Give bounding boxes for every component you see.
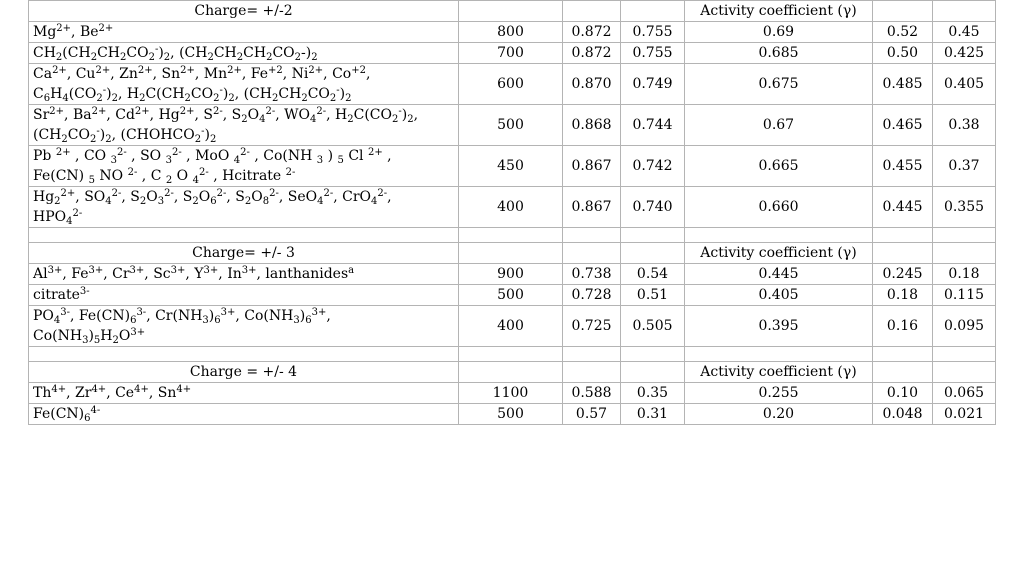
ion-list: $CH_2(CH_2CH_2CO_2^-)_2$, $(CH_2CH_2CH_2CO_2-)_2$ <box>29 43 459 64</box>
ion-list: $Ca^{2+}$, $Cu^{2+}$, $Zn^{2+}$, $Sn^{2+}$, $Mn^{2+}$, $Fe^{+2}$, $Ni^{2+}$, $Co^{+2}$, $C_6H_4(CO_2^-)_2$, $H_2C(CH_2CO_2^-)_2$, $(CH_2CH_2CO_2^-)_2$ <box>29 64 459 105</box>
value-cell: 700 <box>459 43 563 64</box>
spacer-cell <box>29 347 459 362</box>
value-cell: 0.755 <box>621 43 685 64</box>
value-cell: 0.867 <box>563 146 621 187</box>
ion-list: $Mg^{2+}$, $Be^{2+}$ <box>29 22 459 43</box>
table-row <box>29 264 996 285</box>
spacer-cell <box>563 347 621 362</box>
value-cell: 1100 <box>459 383 563 404</box>
spacer-cell <box>873 228 933 243</box>
table-body <box>29 1 996 425</box>
empty-cell <box>459 362 563 383</box>
value-cell: 0.18 <box>933 264 996 285</box>
spacer-cell <box>933 347 996 362</box>
value-cell: 500 <box>459 105 563 146</box>
activity-coefficient-header: Activity coefficient (γ) <box>685 1 873 22</box>
charge-label: Charge= +/-2 <box>29 1 459 22</box>
spacer-row <box>29 347 996 362</box>
spacer-cell <box>873 347 933 362</box>
charge-label: Charge = +/- 4 <box>29 362 459 383</box>
value-cell: 0.872 <box>563 22 621 43</box>
value-cell: 0.870 <box>563 64 621 105</box>
empty-cell <box>563 243 621 264</box>
value-cell: 0.16 <box>873 306 933 347</box>
value-cell: 0.38 <box>933 105 996 146</box>
value-cell: 0.51 <box>621 285 685 306</box>
empty-cell <box>563 362 621 383</box>
empty-cell <box>933 362 996 383</box>
value-cell: 0.355 <box>933 187 996 228</box>
value-cell: 0.740 <box>621 187 685 228</box>
value-cell: 0.588 <box>563 383 621 404</box>
empty-cell <box>459 243 563 264</box>
value-cell: 400 <box>459 187 563 228</box>
empty-cell <box>563 1 621 22</box>
spacer-cell <box>29 228 459 243</box>
value-cell: 0.048 <box>873 404 933 425</box>
ion-list: $Fe(CN)_6^{4-}$ <box>29 404 459 425</box>
charge-header-row <box>29 243 996 264</box>
spacer-cell <box>685 347 873 362</box>
value-cell: 0.505 <box>621 306 685 347</box>
table-row <box>29 383 996 404</box>
value-cell: 800 <box>459 22 563 43</box>
value-cell: 0.18 <box>873 285 933 306</box>
charge-header-row <box>29 1 996 22</box>
value-cell: 0.45 <box>933 22 996 43</box>
empty-cell <box>873 243 933 264</box>
ion-list: $Th^{4+}$, $Zr^{4+}$, $Ce^{4+}$, $Sn^{4+}$ <box>29 383 459 404</box>
spacer-cell <box>621 228 685 243</box>
activity-coefficient-header: Activity coefficient (γ) <box>685 243 873 264</box>
value-cell: 0.465 <box>873 105 933 146</box>
spacer-cell <box>621 347 685 362</box>
value-cell: 600 <box>459 64 563 105</box>
empty-cell <box>621 243 685 264</box>
value-cell: 0.095 <box>933 306 996 347</box>
empty-cell <box>933 243 996 264</box>
value-cell: 0.868 <box>563 105 621 146</box>
value-cell: 0.485 <box>873 64 933 105</box>
value-cell: 0.395 <box>685 306 873 347</box>
ion-list: citrate$^{3-}$ <box>29 285 459 306</box>
empty-cell <box>873 1 933 22</box>
table-row <box>29 146 996 187</box>
value-cell: 0.20 <box>685 404 873 425</box>
table-row <box>29 105 996 146</box>
ion-list: $PO_4^{3-}$, $Fe(CN)_6^{3-}$, $Cr(NH_3)_6^{3+}$, $Co(NH_3)_6^{3+}$, $Co(NH_3)_5H_2O^{3+}$ <box>29 306 459 347</box>
table-row <box>29 306 996 347</box>
table-row <box>29 404 996 425</box>
value-cell: 0.67 <box>685 105 873 146</box>
value-cell: 0.738 <box>563 264 621 285</box>
value-cell: 0.54 <box>621 264 685 285</box>
value-cell: 0.021 <box>933 404 996 425</box>
value-cell: 500 <box>459 404 563 425</box>
ion-list: $Sr^{2+}$, $Ba^{2+}$, $Cd^{2+}$, $Hg^{2+}$, $S^{2-}$, $S_2O_4^{2-}$, $WO_4^{2-}$, $H_2C(CO_2^-)_2$, $(CH_2CO_2^-)_2$, $(CHOHCO_2^-)_2$ <box>29 105 459 146</box>
activity-coefficient-header: Activity coefficient (γ) <box>685 362 873 383</box>
ion-list: $Hg_2^{2+}$, $SO_4^{2-}$, $S_2O_3^{2-}$, $S_2O_6^{2-}$, $S_2O_8^{2-}$, SeO$_4^{2-}$, CrO$_4^{2-}$, $HPO_4^{2-}$ <box>29 187 459 228</box>
value-cell: 0.867 <box>563 187 621 228</box>
value-cell: 0.455 <box>873 146 933 187</box>
value-cell: 0.755 <box>621 22 685 43</box>
spacer-cell <box>685 228 873 243</box>
value-cell: 0.065 <box>933 383 996 404</box>
value-cell: 0.37 <box>933 146 996 187</box>
value-cell: 0.405 <box>933 64 996 105</box>
empty-cell <box>459 1 563 22</box>
value-cell: 400 <box>459 306 563 347</box>
value-cell: 0.115 <box>933 285 996 306</box>
empty-cell <box>933 1 996 22</box>
spacer-cell <box>563 228 621 243</box>
value-cell: 0.52 <box>873 22 933 43</box>
value-cell: 0.35 <box>621 383 685 404</box>
spacer-cell <box>459 228 563 243</box>
value-cell: 0.675 <box>685 64 873 105</box>
value-cell: 0.660 <box>685 187 873 228</box>
value-cell: 0.685 <box>685 43 873 64</box>
empty-cell <box>621 362 685 383</box>
table-row <box>29 285 996 306</box>
value-cell: 0.405 <box>685 285 873 306</box>
value-cell: 0.57 <box>563 404 621 425</box>
ion-list: $Al^{3+}$, $Fe^{3+}$, $Cr^{3+}$, $Sc^{3+}$, $Y^{3+}$, $In^{3+}$, lanthanides$^a$ <box>29 264 459 285</box>
value-cell: 500 <box>459 285 563 306</box>
spacer-cell <box>933 228 996 243</box>
value-cell: 0.728 <box>563 285 621 306</box>
value-cell: 0.425 <box>933 43 996 64</box>
spacer-cell <box>459 347 563 362</box>
value-cell: 0.255 <box>685 383 873 404</box>
spacer-row <box>29 228 996 243</box>
value-cell: 0.749 <box>621 64 685 105</box>
table-row <box>29 187 996 228</box>
charge-header-row <box>29 362 996 383</box>
value-cell: 0.245 <box>873 264 933 285</box>
value-cell: 450 <box>459 146 563 187</box>
value-cell: 0.744 <box>621 105 685 146</box>
empty-cell <box>621 1 685 22</box>
charge-label: Charge= +/- 3 <box>29 243 459 264</box>
value-cell: 0.445 <box>873 187 933 228</box>
value-cell: 0.31 <box>621 404 685 425</box>
value-cell: 0.69 <box>685 22 873 43</box>
table-row <box>29 43 996 64</box>
value-cell: 0.445 <box>685 264 873 285</box>
value-cell: 0.872 <box>563 43 621 64</box>
value-cell: 0.50 <box>873 43 933 64</box>
ion-list: Pb $^{2+}$ , CO $_3^{2-}$ , SO $_3^{2-}$ , MoO $_4^{2-}$ , Co(NH $_3$ ) $_5$ Cl $^{2+}$ , Fe(CN) $_5$ NO $^{2-}$ , C $_2$ O $_4^{2-}$ , Hcitrate $^{2-}$ <box>29 146 459 187</box>
value-cell: 0.742 <box>621 146 685 187</box>
value-cell: 0.10 <box>873 383 933 404</box>
table-row <box>29 64 996 105</box>
value-cell: 900 <box>459 264 563 285</box>
table-row <box>29 22 996 43</box>
empty-cell <box>873 362 933 383</box>
value-cell: 0.665 <box>685 146 873 187</box>
activity-coefficient-table <box>28 0 996 425</box>
value-cell: 0.725 <box>563 306 621 347</box>
